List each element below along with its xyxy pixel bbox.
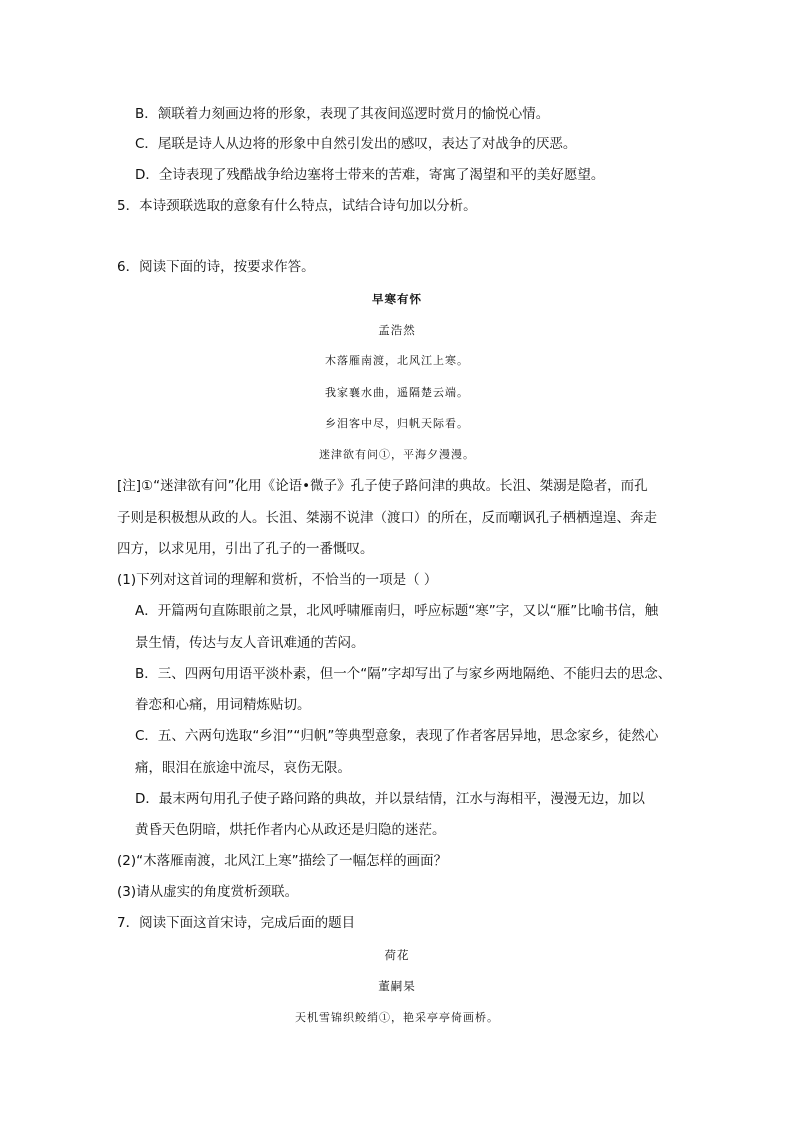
q6-option-b: B．三、四两句用语平淡朴素，但一个“隔”字却写出了与家乡两地隔绝、不能归去的思念、 bbox=[135, 666, 672, 682]
poem-note: 四方，以求见用，引出了孔子的一番慨叹。 bbox=[117, 541, 374, 557]
poem-author: 孟浩然 bbox=[378, 323, 416, 337]
q4-option-b: B．颔联着力刻画边将的形象，表现了其夜间巡逻时赏月的愉悦心情。 bbox=[135, 106, 550, 122]
poem-note: [注]①“迷津欲有问”化用《论语•微子》孔子使子路问津的典故。长沮、桀溺是隐者，而孔 bbox=[117, 478, 648, 494]
poem-title: 早寒有怀 bbox=[372, 292, 422, 306]
question-6-sub2: (2)“木落雁南渡，北风江上寒”描绘了一幅怎样的画面？ bbox=[117, 853, 448, 869]
poem-verse: 迷津欲有问①，平海夕漫漫。 bbox=[319, 448, 475, 461]
poem-note: 子则是积极想从政的人。长沮、桀溺不说津（渡口）的所在，反而嘲讽孔子栖栖遑遑、奔走 bbox=[117, 510, 657, 526]
q6-option-a: A．开篇两句直陈眼前之景，北风呼啸雁南归，呼应标题“寒”字，又以“雁”比喻书信，触 bbox=[135, 603, 659, 619]
question-6-prompt: 6．阅读下面的诗，按要求作答。 bbox=[117, 259, 315, 275]
poem-verse: 木落雁南渡，北风江上寒。 bbox=[325, 354, 469, 367]
q4-option-c: C．尾联是诗人从边将的形象中自然引发出的感叹，表达了对战争的厌恶。 bbox=[135, 136, 577, 152]
question-6-sub1: (1)下列对这首词的理解和赏析，不恰当的一项是（ ） bbox=[117, 572, 438, 588]
q6-option-b-cont: 眷恋和心痛，用词精炼贴切。 bbox=[135, 697, 311, 713]
question-6-sub3: (3)请从虚实的角度赏析颈联。 bbox=[117, 884, 299, 900]
question-7-prompt: 7．阅读下面这首宋诗，完成后面的题目 bbox=[117, 915, 356, 931]
poem-verse: 我家襄水曲，遥隔楚云端。 bbox=[325, 386, 469, 399]
q6-option-d: D．最末两句用孔子使子路问路的典故，并以景结情，江水与海相平，漫漫无边，加以 bbox=[135, 791, 645, 807]
poem-title: 荷花 bbox=[384, 948, 410, 962]
q6-option-d-cont: 黄昏天色阴暗，烘托作者内心从政还是归隐的迷茫。 bbox=[135, 822, 446, 838]
q6-option-c: C．五、六两句选取“乡泪”“归帆”等典型意象，表现了作者客居异地，思念家乡，徒然心 bbox=[135, 728, 659, 744]
question-5: 5．本诗颈联选取的意象有什么特点，试结合诗句加以分析。 bbox=[117, 198, 477, 214]
poem-verse: 乡泪客中尽，归帆天际看。 bbox=[325, 417, 469, 430]
q4-option-d: D．全诗表现了残酷战争给边塞将士带来的苦难，寄寓了渴望和平的美好愿望。 bbox=[135, 167, 605, 183]
q6-option-c-cont: 痛，眼泪在旅途中流尽，哀伤无限。 bbox=[135, 760, 351, 776]
poem-verse: 天机雪锦织鲛绡①，艳采亭亭倚画桥。 bbox=[295, 1011, 499, 1024]
poem-author: 董嗣杲 bbox=[378, 979, 416, 993]
q6-option-a-cont: 景生情，传达与友人音讯难通的苦闷。 bbox=[135, 635, 365, 651]
